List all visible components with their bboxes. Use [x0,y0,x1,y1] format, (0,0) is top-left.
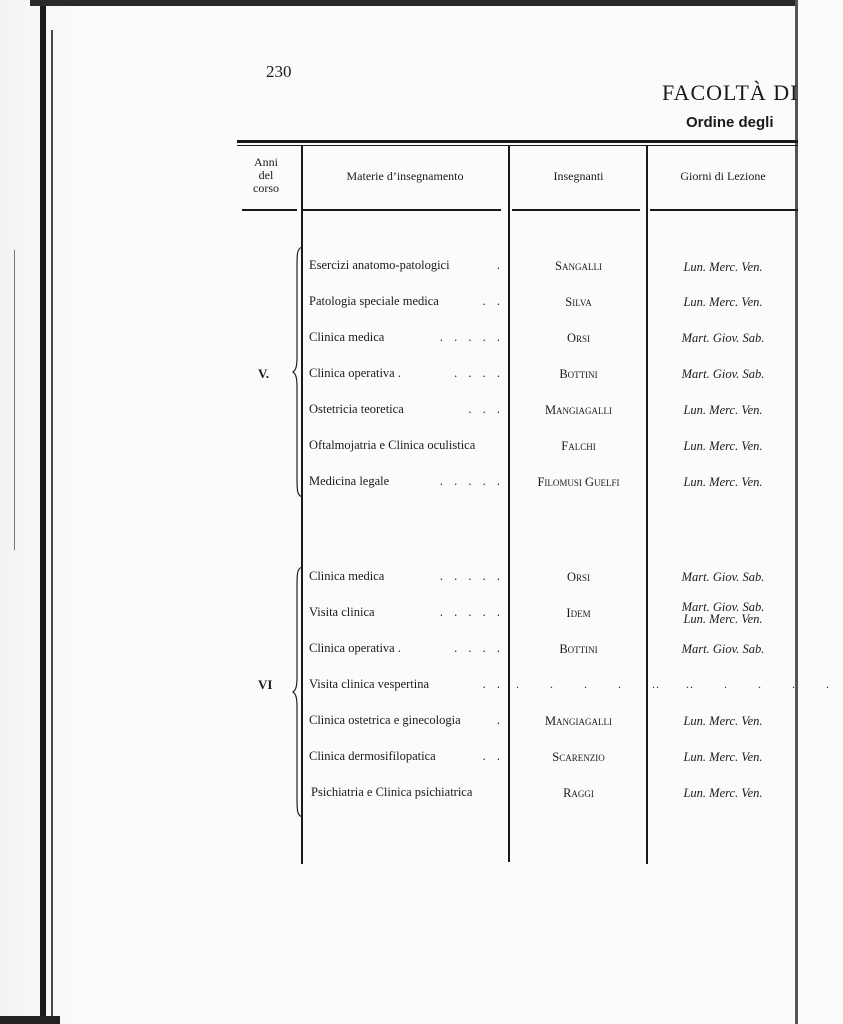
binding-line [51,30,53,1020]
subject-cell: Clinica ostetrica e ginecologia . [309,713,504,727]
running-title: FACOLTÀ DI [662,80,799,105]
days-cell: Lun. Merc. Ven. [683,260,763,274]
teacher-cell: Bottini [559,367,598,381]
subject-cell: Clinica dermosifilopatica . . [309,749,504,763]
subject-cell: Clinica operativa . . . . . [309,366,504,380]
teacher-cell: Filomusi Guelfi [537,475,620,489]
teacher-cell: Bottini [559,642,598,656]
brace-group-v [293,246,303,498]
subject-cell: Psichiatria e Clinica psichiatrica [311,785,473,799]
days-cell: Lun. Merc. Ven. [683,475,763,489]
subject-cell: Clinica operativa . . . . . [309,641,504,655]
page-number: 230 [266,62,292,81]
leader-dots: . . . . . . [516,677,703,691]
column-divider [646,146,648,864]
days-cell: Mart. Giov. Sab. [681,331,765,345]
days-cell: Lun. Merc. Ven. [683,714,763,728]
teacher-cell: Raggi [563,786,594,800]
days-cell: Lun. Merc. Ven. [683,403,763,417]
teacher-cell: Mangiagalli [544,403,613,417]
days-cell: Lun. Merc. Ven. [683,786,763,800]
days-cell: Mart. Giov. Sab. [681,642,765,656]
page-gutter [0,0,78,1024]
subject-cell: Visita clinica vespertina . . [309,677,504,691]
year-label: V. [258,366,269,381]
teacher-cell: Falchi [561,439,596,453]
teacher-cell: Orsi [566,570,591,584]
binding-shadow [40,0,46,1024]
teacher-cell: Silva [565,295,592,309]
subject-cell: Clinica medica . . . . . [309,569,504,583]
column-rule [512,209,640,211]
subject-cell: Medicina legale . . . . . [309,474,504,488]
teacher-cell: Mangiagalli [544,714,613,728]
brace-group-vi [293,566,303,818]
running-subtitle: Ordine degli [686,114,774,131]
column-rule [303,209,501,211]
days-cell: Mart. Giov. Sab. Lun. Merc. Ven. [681,600,765,626]
subject-cell: Esercizi anatomo-patologici . [309,258,504,272]
column-rule [650,209,798,211]
subject-cell: Clinica medica . . . . . [309,330,504,344]
leader-dots: . . . . . . [656,677,843,691]
column-divider [508,146,510,862]
subject-cell: Oftalmojatria e Clinica oculistica [309,438,476,452]
teacher-cell: Orsi [566,331,591,345]
teacher-cell: Sangalli [555,259,602,273]
column-rule [242,209,297,211]
header-rule-top [237,140,798,143]
days-cell: Mart. Giov. Sab. [681,367,765,381]
teacher-cell: Scarenzio [552,750,605,764]
days-cell: Mart. Giov. Sab. [681,570,765,584]
subject-cell: Visita clinica . . . . . [309,605,504,619]
days-cell: Lun. Merc. Ven. [683,439,763,453]
days-cell: Lun. Merc. Ven. [683,295,763,309]
header-year: Anni del corso [253,155,279,195]
year-label: VI [258,677,273,692]
subject-cell: Ostetricia teoretica . . . [309,402,504,416]
subject-cell: Patologia speciale medica . . [309,294,504,308]
teacher-cell: Idem [566,606,591,620]
page-right-edge [795,0,798,1024]
header-subject: Materie d’insegnamento [346,169,464,183]
binding-line [14,250,15,550]
page-top-edge [30,0,798,6]
header-rule-bottom [237,145,798,146]
page-corner [0,1016,60,1024]
header-teacher: Insegnanti [553,169,604,183]
header-days: Giorni di Lezione [680,169,766,183]
days-cell: Lun. Merc. Ven. [683,750,763,764]
